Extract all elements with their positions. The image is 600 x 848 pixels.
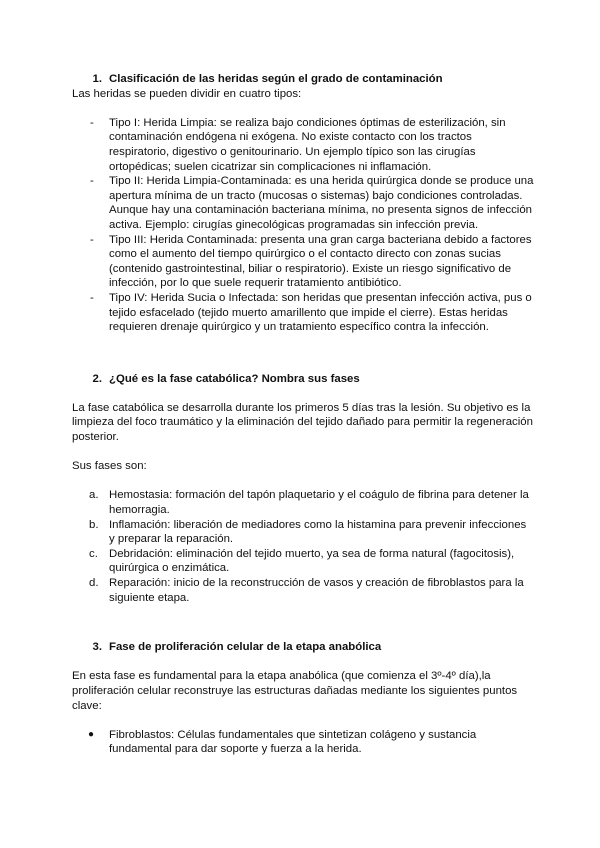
- dash-marker: -: [90, 175, 94, 188]
- section2-title: ¿Qué es la fase catabólica? Nombra sus fases: [109, 372, 360, 385]
- section1-number: 1.: [92, 73, 102, 85]
- list-item: [72, 233, 534, 291]
- dash-marker: -: [90, 291, 94, 304]
- document-page: [72, 72, 534, 757]
- section2-heading: [72, 372, 534, 387]
- list-marker: c.: [89, 547, 98, 560]
- section2-paragraph: La fase catabólica se desarrolla durante los primeros 5 días tras la lesión. Su objetivo es la limpieza del foco traumático y la eliminación del tejido dañado para permitir la regeneración posterior.: [72, 401, 533, 444]
- section3-heading: [72, 640, 534, 655]
- section2-phases-intro: Sus fases son:: [72, 460, 147, 473]
- section3-number: 3.: [92, 641, 102, 654]
- list-item: [72, 547, 534, 576]
- dash-marker: -: [90, 233, 94, 246]
- phase-text: Hemostasia: formación del tapón plaquetario y el coágulo de fibrina para detener la hemorragia.: [109, 489, 529, 517]
- list-item: [72, 488, 534, 517]
- section3-paragraph: En esta fase es fundamental para la etapa anabólica (que comienza el 3º-4º día),la proliferación celular reconstruye las estructuras dañadas mediante los siguientes puntos clave:: [72, 670, 518, 712]
- wound-type-text: Tipo IV: Herida Sucia o Infectada: son heridas que presentan infección activa, pus o tejido esfacelado (tejido muerto amarillento que impide el cierre). Estas heridas requieren drenaje quirúrgico y un tratamiento específico contra la infección.: [109, 291, 532, 334]
- list-marker: d.: [89, 577, 99, 589]
- list-item: [72, 728, 534, 757]
- section1-intro: Las heridas se pueden dividir en cuatro tipos:: [72, 87, 302, 100]
- point-text: Fibroblastos: Células fundamentales que sintetizan colágeno y sustancia fundamental para dar soporte y fuerza a la herida.: [109, 728, 477, 756]
- list-marker: a.: [89, 489, 99, 502]
- list-item: [72, 518, 534, 547]
- wound-type-text: Tipo III: Herida Contaminada: presenta una gran carga bacteriana debido a factores como el aumento del tiempo quirúrgico o el contacto directo con zonas sucias (contenido gastrointestinal, biliar o respiratorio). Existe un riesgo significativo de infección, por lo que suele requerir tratamiento antibiótico.: [109, 233, 532, 290]
- wound-types-list: [72, 116, 534, 335]
- wound-type-text: Tipo I: Herida Limpia: se realiza bajo condiciones óptimas de esterilización, sin contaminación endógena ni exógena. No existe contacto con los tractos respiratorio, digestivo o genitourinario. Un ejemplo típico son las cirugías ortopédicas; suelen cicatrizar sin complicaciones ni inflamación.: [109, 116, 506, 173]
- phase-text: Inflamación: liberación de mediadores como la histamina para prevenir infecciones y preparar la reparación.: [109, 518, 527, 546]
- wound-type-text: Tipo II: Herida Limpia-Contaminada: es una herida quirúrgica donde se produce una apertura mínima de un tracto (mucosas o sistemas) bajo condiciones controladas. Aunque hay una contaminación bacteriana mínima, no presenta signos de infección activa. Ejemplo: cirugías ginecológicas programadas sin infección previa.: [109, 175, 534, 231]
- section1-title: Clasificación de las heridas según el grado de contaminación: [109, 73, 443, 85]
- proliferation-points-list: [72, 728, 534, 757]
- bullet-marker: ●: [88, 728, 95, 740]
- phase-text: Debridación: eliminación del tejido muerto, ya sea de forma natural (fagocitosis), quirúrgica o enzimática.: [109, 547, 515, 575]
- list-item: [72, 116, 534, 174]
- list-item: [72, 174, 534, 232]
- dash-marker: -: [90, 116, 94, 129]
- list-marker: b.: [89, 518, 99, 531]
- catabolic-phases-list: [72, 488, 534, 605]
- list-item: [72, 291, 534, 335]
- section1-heading: [72, 72, 534, 87]
- list-item: [72, 576, 534, 605]
- section2-number: 2.: [92, 372, 102, 385]
- section3-title: Fase de proliferación celular de la etapa anabólica: [109, 641, 382, 654]
- phase-text: Reparación: inicio de la reconstrucción de vasos y creación de fibroblastos para la siguiente etapa.: [109, 577, 524, 604]
